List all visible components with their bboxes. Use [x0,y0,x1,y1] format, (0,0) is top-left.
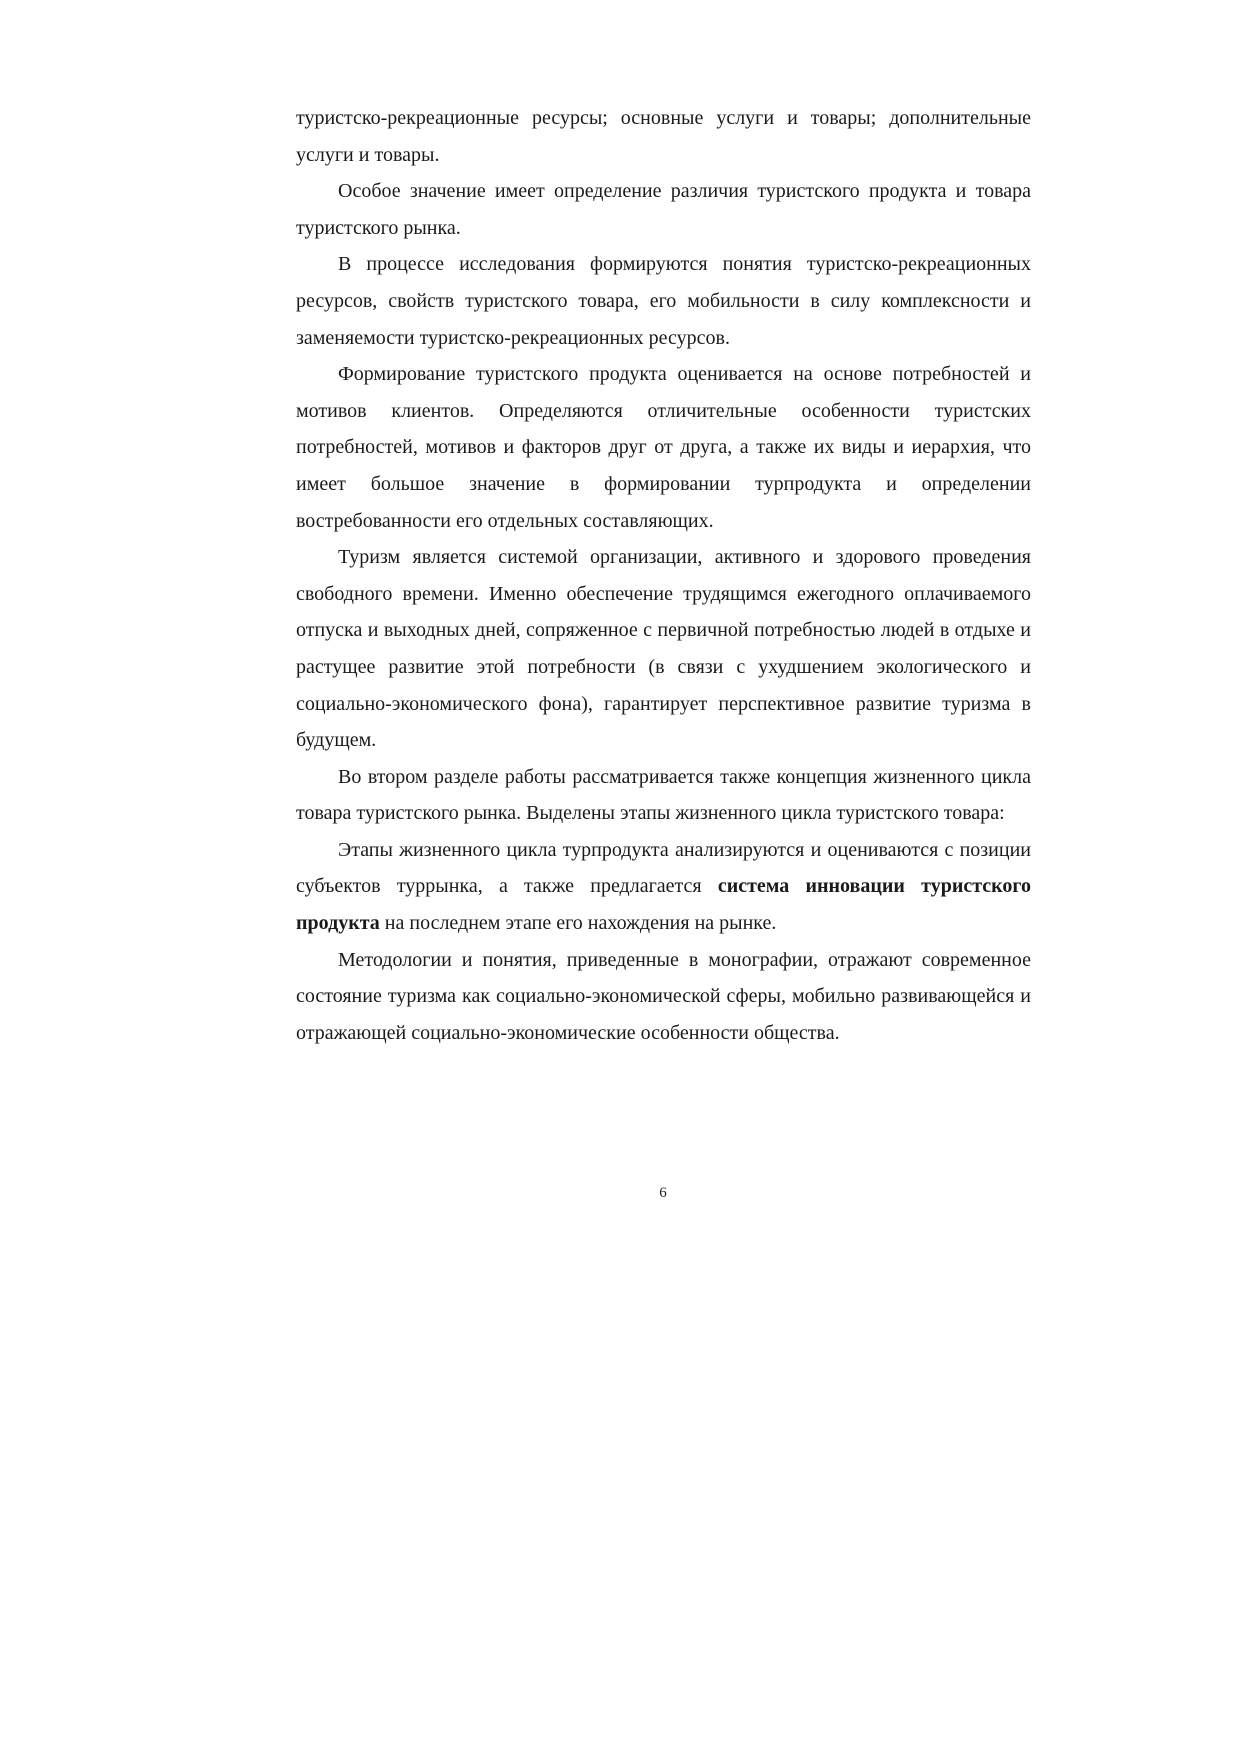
document-body [296,100,1031,1051]
paragraph-7-emphasis: система инновации туристского продукта [296,875,1032,935]
paragraph-8: Методологии и понятия, приведенные в монографии, отражают современное состояние туризма как социально-экономической сферы, мобильно развивающейся и отражающей социально-экономические особенности общества. [296,948,1031,1044]
paragraph-6: Во втором разделе работы рассматривается также концепция жизненного цикла товара туристского рынка. Выделены этапы жизненного цикла туристского товара: [296,765,1031,825]
paragraph-7-tail: на последнем этапе его нахождения на рынке. [379,912,777,935]
paragraph-4: Формирование туристского продукта оценивается на основе потребностей и мотивов клиентов. Определяются отличительные особенности туристских потребностей, мотивов и факторов друг от друга, а также их виды и иерархия, что имеет большое значение в формировании турпродукта и определении востребованности его отдельных составляющих. [296,363,1031,532]
page-number: 6 [659,1185,667,1201]
paragraph-7 [296,832,1031,942]
paragraph-7-lead: Этапы жизненного цикла турпродукта анализируются и оцениваются с позиции субъектов туррынка, а также предлагается [296,838,1031,898]
paragraph-3: В процессе исследования формируются понятия туристско-рекреационных ресурсов, свойств туристского товара, его мобильности в силу комплексности и заменяемости туристско-рекреационных ресурсов. [296,253,1031,349]
paragraph-2: Особое значение имеет определение различия туристского продукта и товара туристского рынка. [296,180,1031,239]
paragraph-5: Туризм является системой организации, активного и здорового проведения свободного времени. Именно обеспечение трудящимся ежегодного оплачиваемого отпуска и выходных дней, сопряженное с первичной потребностью людей в отдыхе и растущее развитие этой потребности (в связи с ухудшением экологического и социально-экономического фона), гарантирует перспективное развитие туризма в будущем. [296,546,1031,752]
paragraph-1: туристско-рекреационные ресурсы; основные услуги и товары; дополнительные услуги и товары. [296,107,1031,166]
